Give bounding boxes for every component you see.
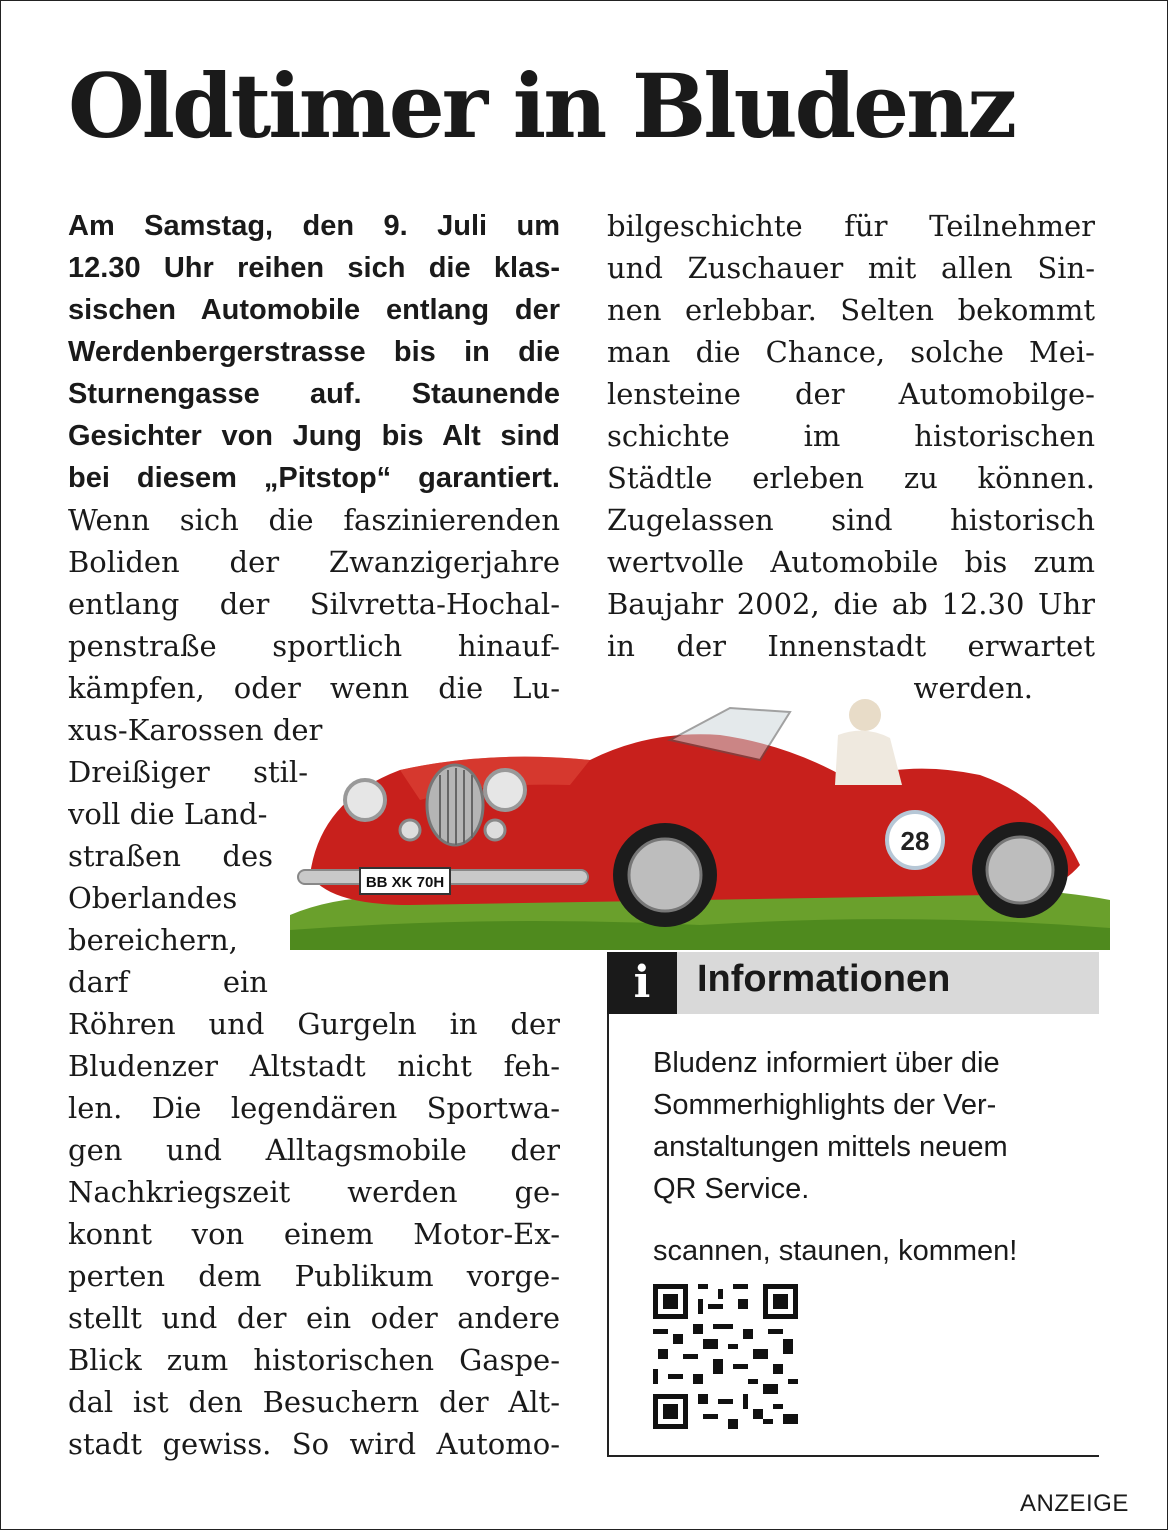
oldtimer-car-photo (290, 690, 1110, 950)
body-line: Röhren und Gurgeln in der (68, 1007, 560, 1041)
body-line: Zugelassen sind historisch (607, 503, 1095, 537)
driver-head (849, 699, 881, 731)
body-line: len. Die legendären Sportwa- (68, 1091, 560, 1125)
body-line: dal ist den Besuchern der Alt- (68, 1385, 560, 1419)
body-paragraph (68, 499, 560, 1465)
body-line: Bludenzer Altstadt nicht feh- (68, 1049, 560, 1083)
body-line: perten dem Publikum vorge- (68, 1259, 560, 1293)
body-line: werden. (913, 671, 1033, 705)
advertisement-label: ANZEIGE (1020, 1490, 1129, 1517)
body-line: voll die Land- (68, 797, 268, 831)
license-plate-text: BB XK 70H (365, 874, 445, 891)
body-line: gen und Alltagsmobile der (68, 1133, 560, 1167)
body-line: Städtle erleben zu können. (607, 461, 1095, 495)
body-line: Baujahr 2002, die ab 12.30 Uhr (607, 587, 1095, 621)
body-line: Wenn sich die faszinierenden (68, 503, 560, 537)
body-line: kämpfen, oder wenn die Lu- (68, 671, 560, 705)
lead-line: Gesichter von Jung bis Alt sind (68, 420, 560, 452)
info-box-border-bottom (607, 1455, 1099, 1457)
body-line: konnt von einem Motor-Ex- (68, 1217, 560, 1251)
body-line: und Zuschauer mit allen Sin- (607, 251, 1095, 285)
body-line: man die Chance, solche Mei- (607, 335, 1095, 369)
info-line: Sommerhighlights der Ver- (653, 1089, 997, 1121)
body-line: bereichern, (68, 923, 238, 957)
body-line: Dreißiger stil- (68, 755, 308, 789)
lead-line: Am Samstag, den 9. Juli um (68, 210, 560, 242)
article-column-right (607, 205, 1095, 709)
info-line: anstaltungen mittels neuem (653, 1131, 1008, 1163)
body-line: lensteine der Automobilge- (607, 377, 1095, 411)
body-line: stadt gewiss. So wird Automo- (68, 1427, 560, 1461)
info-box-text (653, 1042, 1093, 1272)
body-line: entlang der Silvretta-Hochal- (68, 587, 560, 621)
info-box-border-left (607, 1014, 609, 1457)
race-number: 28 (900, 826, 930, 856)
info-box-header (607, 952, 1099, 1014)
headline: Oldtimer in Bludenz (68, 54, 1015, 158)
lead-line: sischen Automobile entlang der (68, 294, 560, 326)
body-line: stellt und der ein oder andere (68, 1301, 560, 1335)
lead-line: Werdenbergerstrasse bis in die (68, 336, 560, 368)
body-line: schichte im historischen (607, 419, 1095, 453)
body-line: wertvolle Automobile bis zum (607, 545, 1095, 579)
info-line: QR Service. (653, 1173, 810, 1205)
headlight-right (485, 770, 525, 810)
lead-paragraph (68, 205, 560, 499)
info-box (607, 952, 1099, 1457)
body-line: nen erlebbar. Selten bekommt (607, 293, 1095, 327)
lead-line: bei diesem „Pitstop“ garantiert. (68, 462, 560, 494)
info-slogan: scannen, staunen, kommen! (653, 1235, 1018, 1267)
headlight-left (345, 780, 385, 820)
body-line: darf ein (68, 965, 268, 999)
body-line: Nachkriegszeit werden ge- (68, 1175, 560, 1209)
info-line: Bludenz informiert über die (653, 1047, 1000, 1079)
lead-line: 12.30 Uhr reihen sich die klas- (68, 252, 560, 284)
qr-code[interactable] (653, 1284, 798, 1429)
body-line: penstraße sportlich hinauf- (68, 629, 560, 663)
info-box-title: Informationen (697, 958, 951, 1000)
info-icon: i (607, 952, 677, 1014)
body-line: xus-Karossen der (68, 713, 323, 747)
body-line: Oberlandes (68, 881, 238, 915)
body-line: Blick zum historischen Gaspe- (68, 1343, 560, 1377)
body-line: bilgeschichte für Teilnehmer (607, 209, 1095, 243)
body-line: in der Innenstadt erwartet (607, 629, 1095, 663)
body-line: Boliden der Zwanzigerjahre (68, 545, 560, 579)
lead-line: Sturnengasse auf. Staunende (68, 378, 560, 410)
body-line: straßen des (68, 839, 273, 873)
